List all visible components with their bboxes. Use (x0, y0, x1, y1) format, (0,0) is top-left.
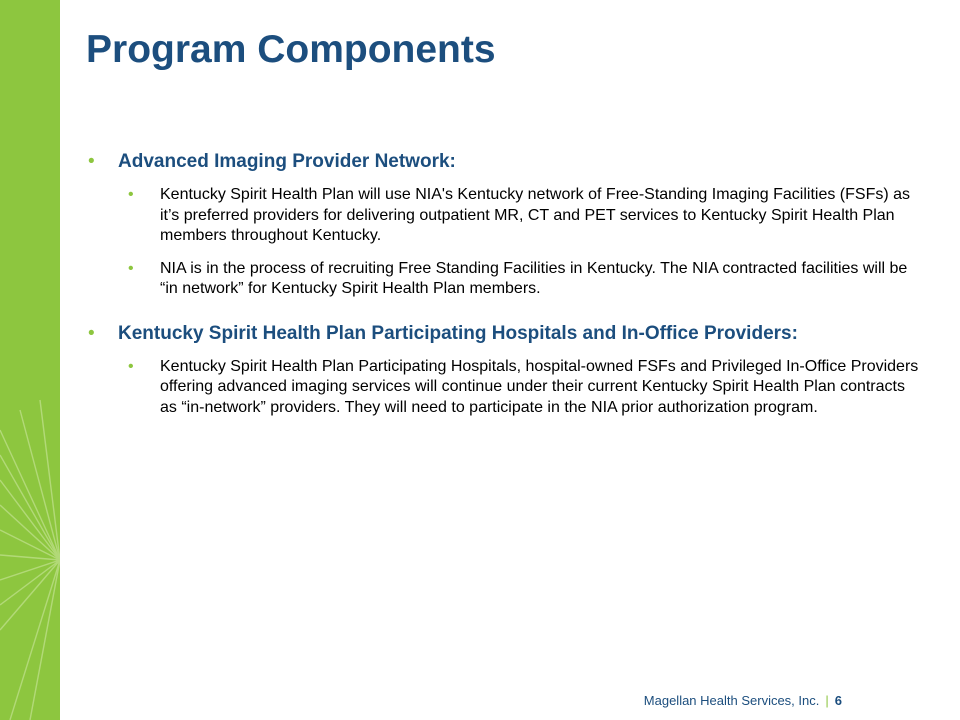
section-heading-imaging-network (86, 150, 926, 173)
bullet-marker: • (128, 357, 134, 375)
list-item-text: Kentucky Spirit Health Plan will use NIA's Kentucky network of Free-Standing Imaging Facilities (FSFs) as it’s preferred providers for delivering outpatient MR, CT and PET services to Kentucky Spirit Health Plan members throughout Kentucky. (160, 186, 911, 244)
list-item-text: NIA is in the process of recruiting Free Standing Facilities in Kentucky. The NIA contracted facilities will be “in network” for Kentucky Spirit Health Plan members. (160, 259, 908, 297)
list-item (86, 357, 926, 419)
bullet-marker: • (128, 186, 134, 203)
footer-separator: | (825, 693, 829, 708)
section-heading-participating-hospitals (86, 322, 926, 345)
section-heading-text: Kentucky Spirit Health Plan Participating Hospitals and In-Office Providers: (118, 322, 798, 344)
slide-footer (644, 693, 842, 708)
bullet-marker: • (88, 151, 95, 172)
footer-company: Magellan Health Services, Inc. (643, 693, 820, 708)
bullet-marker: • (88, 322, 95, 344)
decorative-sidebar (0, 0, 60, 720)
list-item-text: Kentucky Spirit Health Plan Participating Hospitals, hospital-owned FSFs and Privileged In-Office Providers offering advanced imaging services will continue under their current Kentucky Spirit Health Plan contracts as “in-network” providers. They will need to participate in the NIA prior authorization program. (160, 357, 919, 416)
list-item (86, 259, 926, 300)
page-title: Program Components (86, 28, 496, 71)
page-number: 6 (834, 693, 842, 708)
slide-content (86, 150, 926, 418)
bullet-marker: • (128, 259, 134, 277)
list-item (86, 185, 926, 247)
section-heading-text: Advanced Imaging Provider Network: (118, 151, 456, 172)
palm-leaf-decoration (0, 0, 60, 720)
